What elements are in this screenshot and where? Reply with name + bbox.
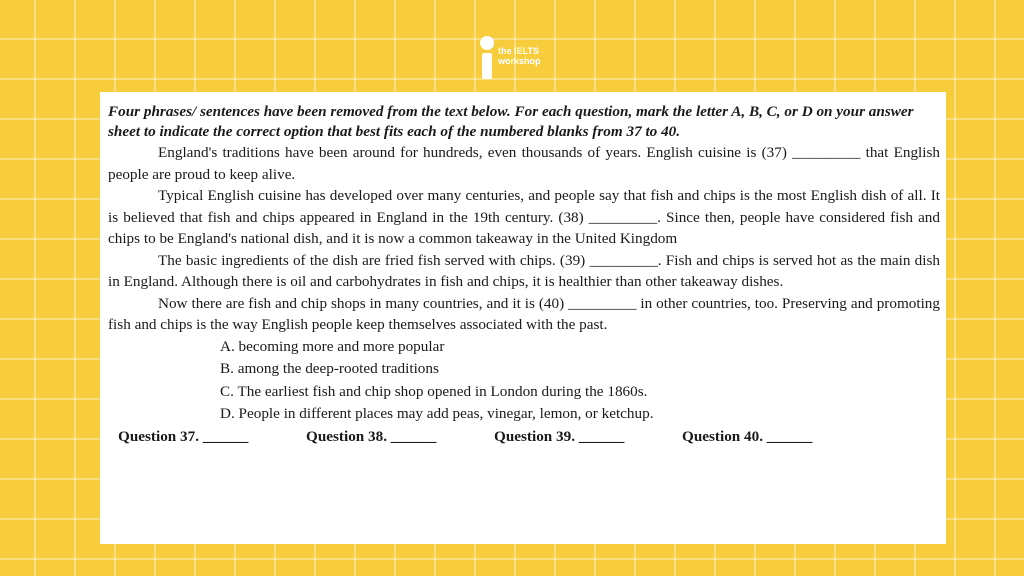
paragraph-3: The basic ingredients of the dish are fried fish served with chips. (39) _________. Fish and chips is served hot as the main dish in England. Although there is oil and carbohydrates in fish and chips, it is healthier than other takeaway dishes. <box>108 251 940 290</box>
paragraph-1: England's traditions have been around for hundreds, even thousands of years. English cuisine is (37) _________ that English people are proud to keep alive. <box>108 144 940 183</box>
answer-question-37: Question 37. ______ <box>118 427 249 445</box>
option-c: C. The earliest fish and chip shop opened in London during the 1860s. <box>220 382 648 400</box>
logo-text <box>498 46 541 66</box>
paragraph-4: Now there are fish and chip shops in many countries, and it is (40) _________ in other countries, too. Preserving and promoting fish and chips is the way English people keep themselves associated with the past. <box>108 294 940 333</box>
answer-options <box>220 336 940 426</box>
logo-i-stem <box>482 53 492 79</box>
logo-i-dot <box>480 36 494 50</box>
option-d: D. People in different places may add peas, vinegar, lemon, or ketchup. <box>220 405 654 422</box>
option-b: B. among the deep-rooted traditions <box>220 360 439 377</box>
instructions: Four phrases/ sentences have been removed from the text below. For each question, mark the letter A, B, C, or D on your answer sheet to indicate the correct option that best fits each of the numbered blanks from 37 to 40. <box>108 103 914 140</box>
answer-question-39: Question 39. ______ <box>494 427 625 445</box>
answer-question-38: Question 38. ______ <box>306 427 437 445</box>
logo-line-2: workshop <box>498 56 541 66</box>
answer-blanks <box>118 428 940 446</box>
option-a: A. becoming more and more popular <box>220 337 445 355</box>
exercise-sheet <box>100 92 946 544</box>
logo-line-1: the IELTS <box>498 46 539 56</box>
paragraph-2: Typical English cuisine has developed over many centuries, and people say that fish and chips is the most English dish of all. It is believed that fish and chips appeared in England in the 19th century. (38) _________. Since then, people have considered fish and chips to be England's national dish, and it is now a common takeaway in the United Kingdom <box>108 187 940 247</box>
ielts-workshop-logo <box>478 36 558 82</box>
answer-question-40: Question 40. ______ <box>682 427 813 445</box>
